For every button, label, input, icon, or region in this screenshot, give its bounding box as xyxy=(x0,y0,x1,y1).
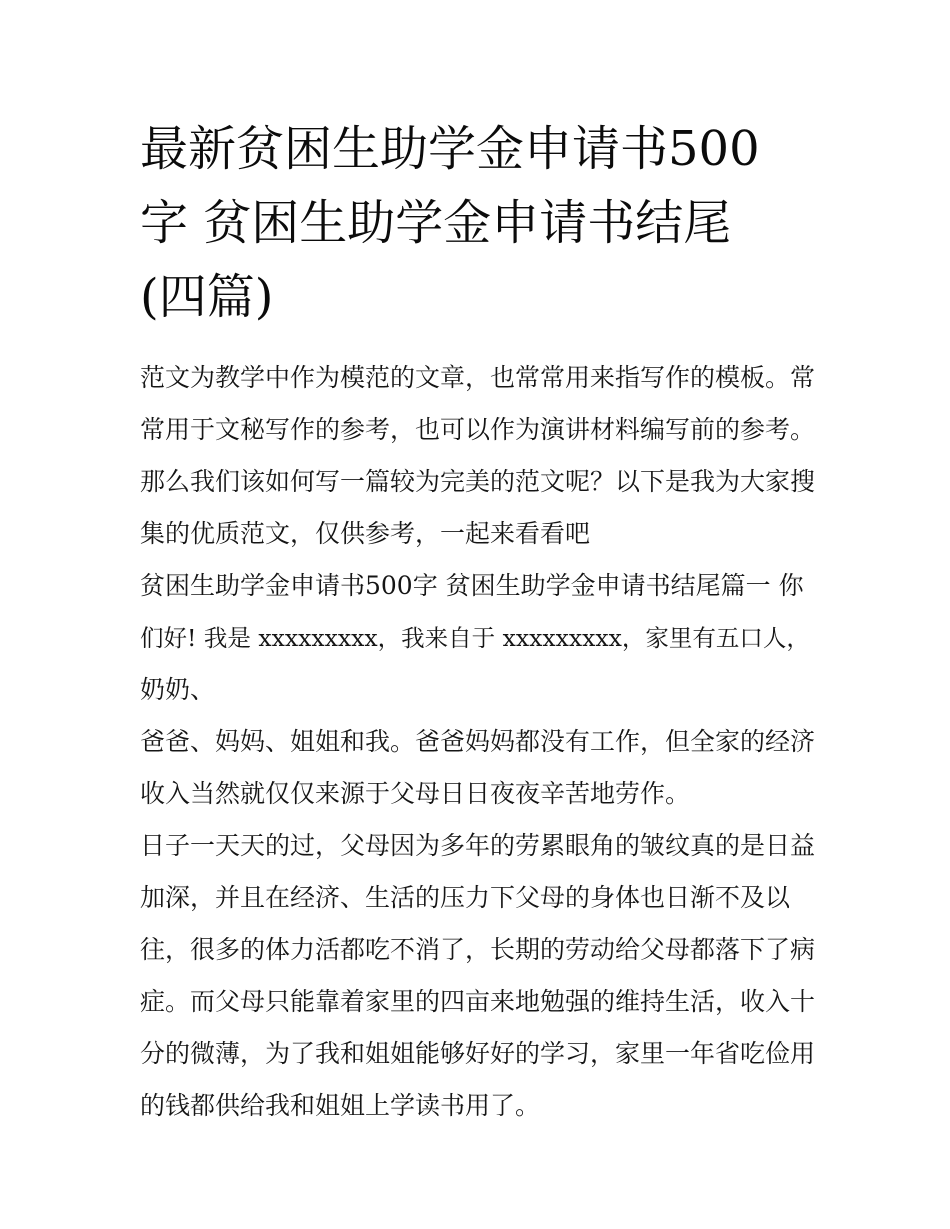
body-line-7: 奶奶、 xyxy=(140,675,216,704)
body-line-8: 爸爸、妈妈、姐姐和我。爸爸妈妈都没有工作，但全家的经济 xyxy=(140,727,816,756)
body-line-1: 范文为教学中作为模范的文章，也常常用来指写作的模板。常 xyxy=(140,363,816,392)
body-line-13: 症。而父母只能靠着家里的四亩来地勉强的维持生活，收入十 xyxy=(140,987,816,1016)
document-body xyxy=(140,352,820,1132)
body-line-9: 收入当然就仅仅来源于父母日日夜夜辛苦地劳作。 xyxy=(140,779,691,808)
body-line-14: 分的微薄，为了我和姐姐能够好好的学习，家里一年省吃俭用 xyxy=(140,1039,816,1068)
body-line-12: 往，很多的体力活都吃不消了，长期的劳动给父母都落下了病 xyxy=(140,935,816,964)
body-line-11: 加深，并且在经济、生活的压力下父母的身体也日渐不及以 xyxy=(140,883,791,912)
title-line-1: 最新贫困生助学金申请书500 xyxy=(140,121,760,177)
body-line-15: 的钱都供给我和姐姐上学读书用了。 xyxy=(140,1091,541,1120)
body-line-2: 常用于文秘写作的参考，也可以作为演讲材料编写前的参考。 xyxy=(140,415,816,444)
document-title xyxy=(140,112,820,334)
body-line-10: 日子一天天的过，父母因为多年的劳累眼角的皱纹真的是日益 xyxy=(140,831,816,860)
title-line-2: 字 贫困生助学金申请书结尾 xyxy=(140,195,732,251)
title-line-3: (四篇) xyxy=(140,269,274,325)
body-line-6: 们好! 我是 xxxxxxxxx，我来自于 xxxxxxxxx，家里有五口人， xyxy=(140,624,810,652)
body-line-4: 集的优质范文，仅供参考，一起来看看吧 xyxy=(140,519,591,548)
body-line-5: 贫困生助学金申请书500字 贫困生助学金申请书结尾篇一 你 xyxy=(140,571,804,600)
body-line-3: 那么我们该如何写一篇较为完美的范文呢？以下是我为大家搜 xyxy=(140,467,816,496)
